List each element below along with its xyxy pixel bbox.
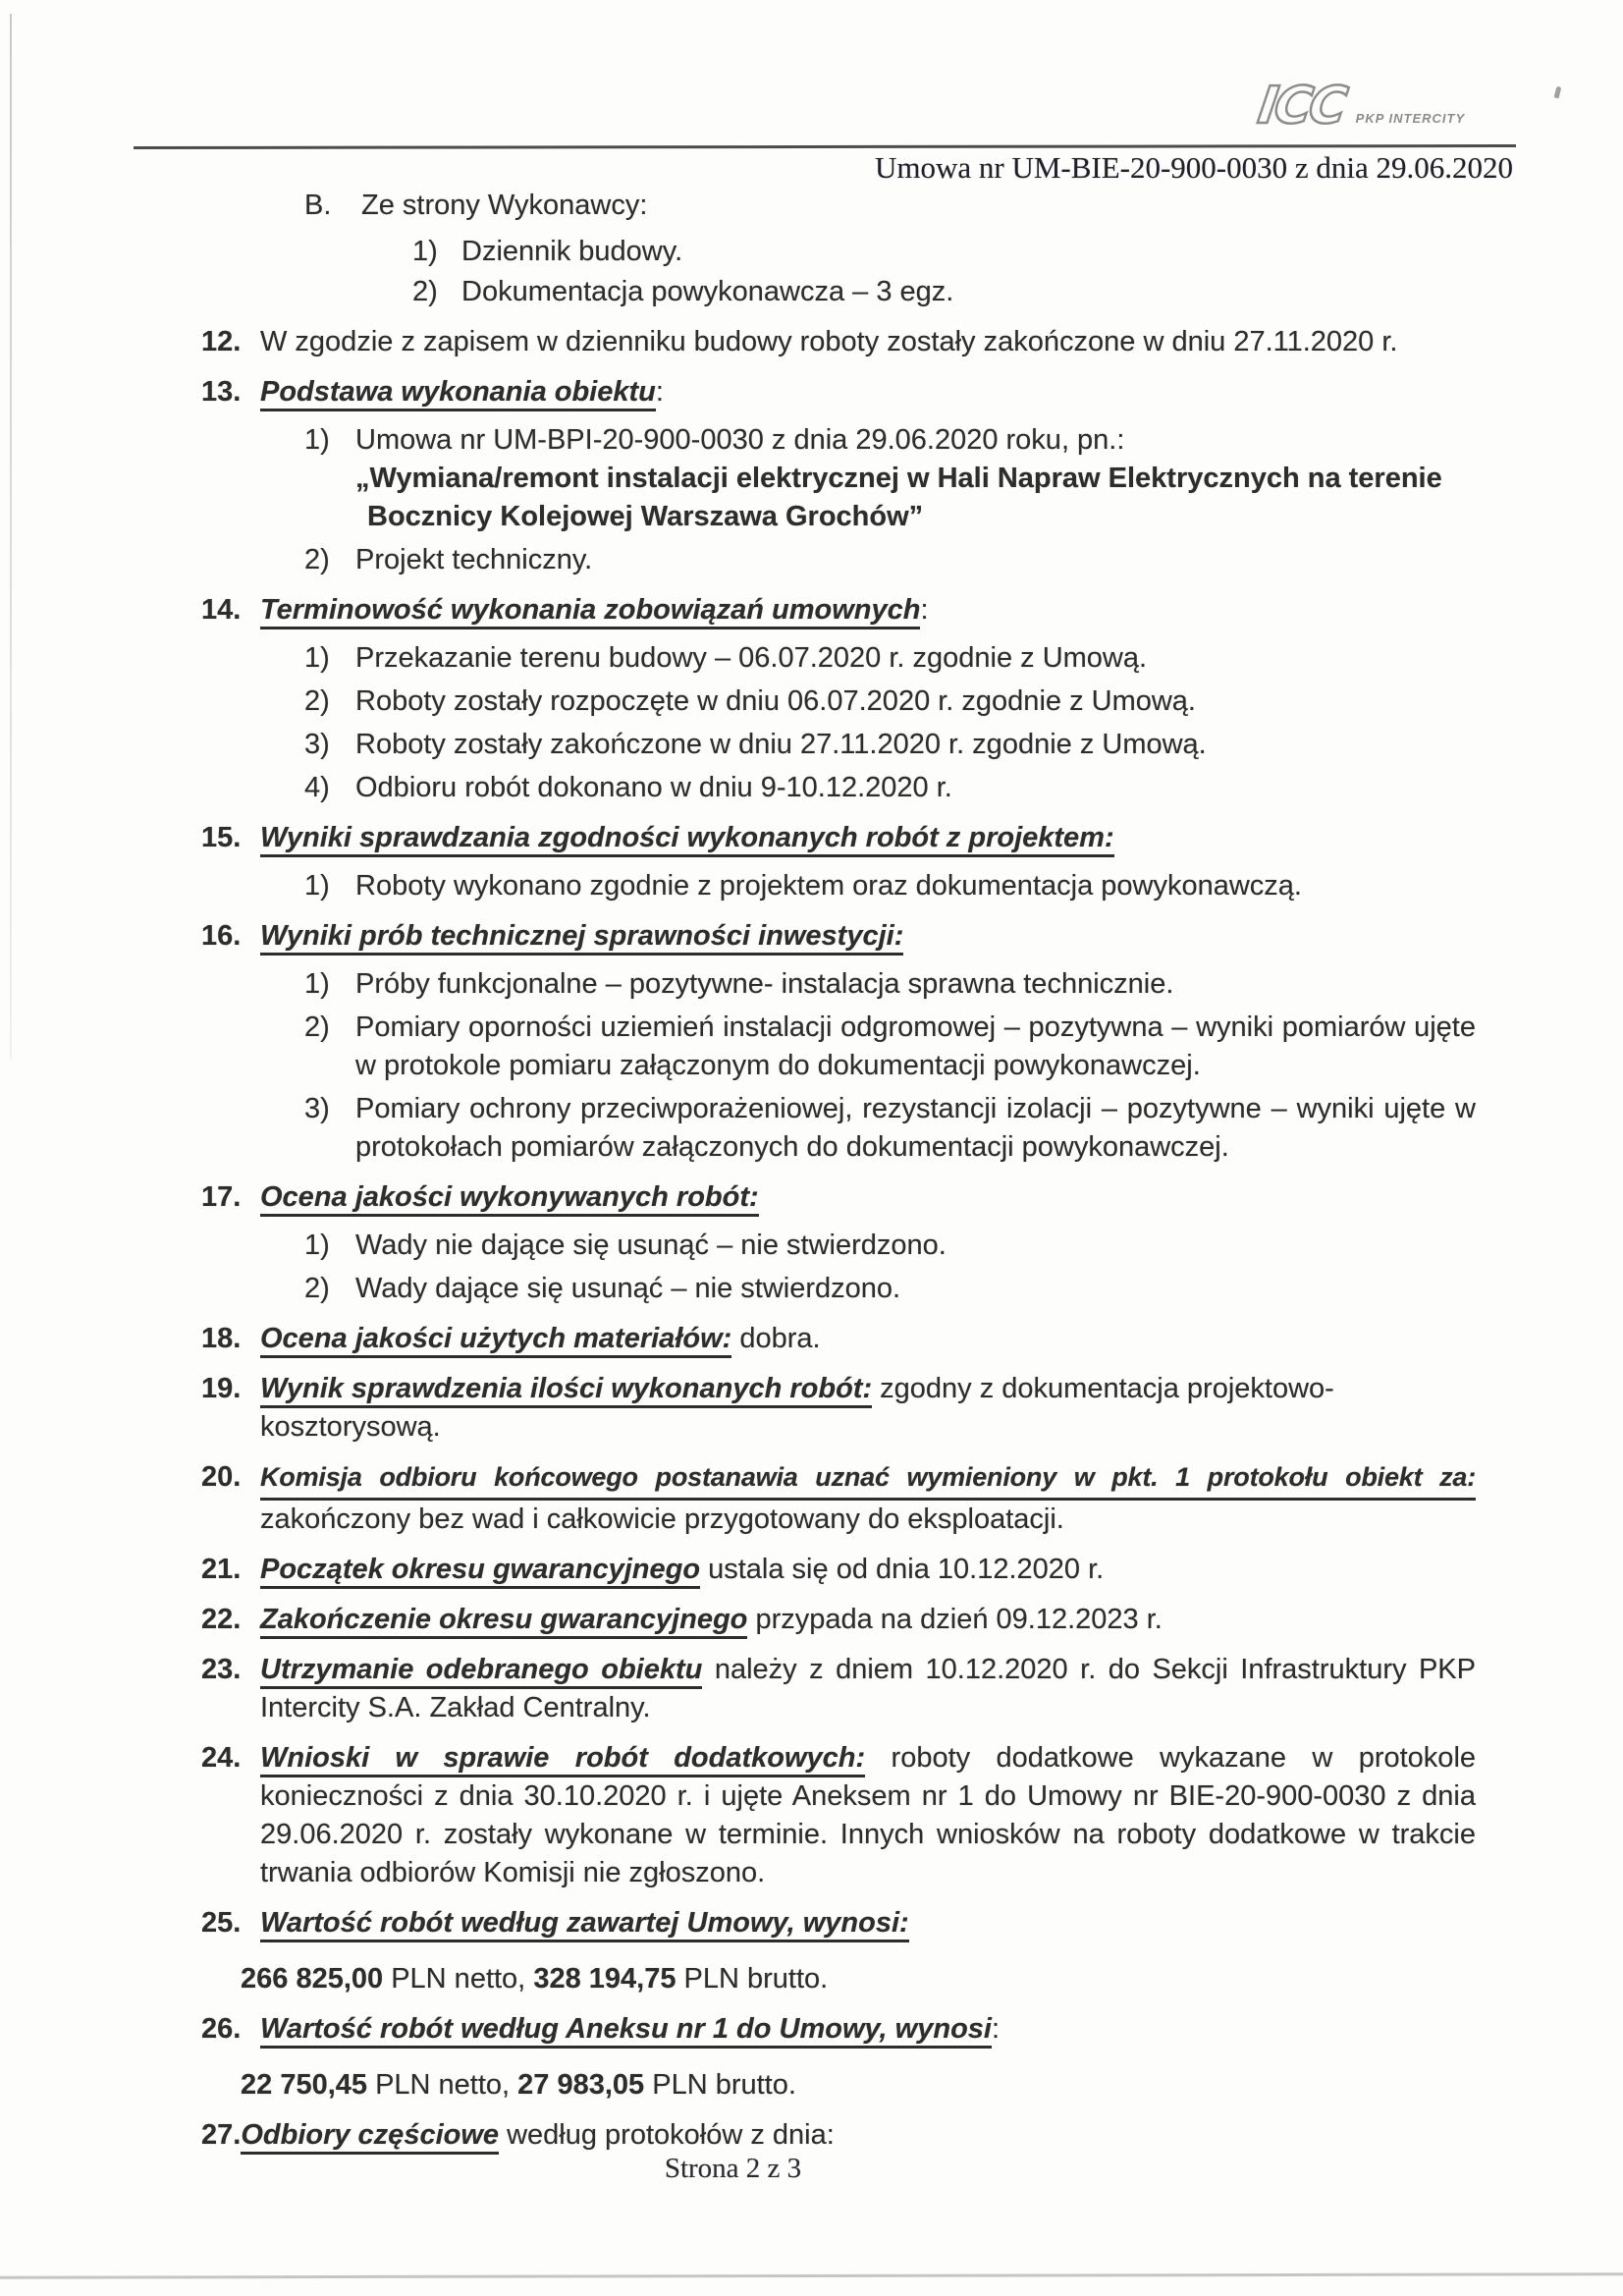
section-heading: Ocena jakości wykonywanych robót: bbox=[260, 1181, 759, 1217]
section-heading: Wyniki prób technicznej sprawności inwestycji: bbox=[260, 920, 903, 956]
pkp-intercity-logo-icon: ICC bbox=[1254, 77, 1348, 136]
list-item-text: Przekazanie terenu budowy – 06.07.2020 r. zgodnie z Umową. bbox=[355, 642, 1148, 674]
list-item-text: Pomiary oporności uziemień instalacji odgromowej – pozytywna – wyniki pomiarów ujęte w protokole pomiaru załączonym do dokumentacji powykonawczej. bbox=[355, 1011, 1476, 1081]
list-item bbox=[304, 867, 1476, 905]
section-b-text: Ze strony Wykonawcy: bbox=[361, 190, 648, 221]
section-text-line bbox=[260, 1320, 1476, 1358]
list-item-text: Pomiary ochrony przeciwporażeniowej, rezystancji izolacji – pozytywne – wyniki ujęte w protokołach pomiarów załączonych do dokumentacji powykonawczej. bbox=[355, 1093, 1476, 1163]
section-25 bbox=[201, 1904, 1476, 1998]
section-number: 21. bbox=[201, 1554, 242, 1585]
section-heading: Utrzymanie odebranego obiektu bbox=[260, 1654, 702, 1689]
section-number: 19. bbox=[201, 1373, 242, 1404]
section-heading-line bbox=[260, 1904, 1476, 1942]
section-text: przypada na dzień 09.12.2023 r. bbox=[747, 1604, 1163, 1635]
section-text: należy z dniem 10.12.2020 r. do Sekcji Infrastruktury PKP Intercity S.A. Zakład Centralny. bbox=[260, 1654, 1485, 1723]
section-19 bbox=[201, 1370, 1476, 1447]
section-number: 18. bbox=[201, 1323, 242, 1354]
scan-edge-artifact-left bbox=[10, 14, 12, 1060]
section-14 bbox=[201, 591, 1476, 807]
section-18 bbox=[201, 1320, 1476, 1358]
list-item-number: 1) bbox=[412, 236, 438, 267]
section-number: 12. bbox=[201, 326, 242, 357]
heading-colon: : bbox=[991, 2013, 1001, 2045]
section-number: 16. bbox=[201, 920, 242, 952]
section-heading: Zakończenie okresu gwarancyjnego bbox=[260, 1604, 747, 1639]
list-item-text: Próby funkcjonalne – pozytywne- instalacja sprawna technicznie. bbox=[355, 968, 1174, 1000]
section-27 bbox=[201, 2116, 1476, 2155]
list-item-text: Wady nie dające się usunąć – nie stwierdzono. bbox=[355, 1230, 947, 1261]
list-item-text: Roboty wykonano zgodnie z projektem oraz dokumentacja powykonawczą. bbox=[355, 870, 1302, 902]
section-26 bbox=[201, 2010, 1476, 2105]
list-item bbox=[304, 1270, 1476, 1308]
section-text-line bbox=[260, 1551, 1476, 1589]
section-number: 13. bbox=[201, 376, 242, 408]
section-b-list bbox=[412, 233, 1476, 311]
section-number: 14. bbox=[201, 594, 242, 626]
section-heading: Początek okresu gwarancyjnego bbox=[260, 1554, 700, 1589]
section-heading-line bbox=[260, 917, 1476, 956]
section-text: roboty dodatkowe wykazane w protokole konieczności z dnia 30.10.2020 r. i ujęte Aneksem nr 1 do Umowy nr BIE-20-900-0030 z dnia 29.06.2020 r. zostały wykonane w terminie. Innych wniosków na roboty dodatkowe w trakcie trwania odbiorów Komisji nie zgłoszono. bbox=[260, 1742, 1485, 1888]
section-text-line bbox=[260, 1651, 1485, 1727]
section-number: 20. bbox=[201, 1461, 242, 1493]
list-item-text: Odbioru robót dokonano w dniu 9-10.12.2020 r. bbox=[355, 772, 952, 803]
section-text: ustala się od dnia 10.12.2020 r. bbox=[700, 1554, 1105, 1585]
section-20 bbox=[201, 1458, 1476, 1539]
section-heading: Wynik sprawdzenia ilości wykonanych robót: bbox=[260, 1373, 872, 1408]
list-item bbox=[412, 273, 1476, 311]
section-16-list bbox=[304, 965, 1476, 1167]
section-text: według protokołów z dnia: bbox=[499, 2119, 835, 2151]
section-heading-line bbox=[260, 373, 1476, 411]
page-number: Strona 2 z 3 bbox=[664, 2153, 802, 2184]
section-14-list bbox=[304, 639, 1476, 807]
section-number: 23. bbox=[201, 1654, 242, 1685]
section-heading-line bbox=[260, 591, 1476, 629]
list-item bbox=[304, 1009, 1476, 1085]
list-item bbox=[304, 683, 1476, 721]
section-heading: Komisja odbioru końcowego postanawia uznać wymieniony w pkt. 1 protokołu obiekt za: bbox=[260, 1458, 1476, 1501]
value-text: PLN brutto. bbox=[644, 2069, 796, 2101]
list-item bbox=[304, 769, 1476, 807]
contract-value-line bbox=[241, 1960, 1476, 1998]
gross-value: 328 194,75 bbox=[533, 1963, 676, 1995]
value-text: PLN netto, bbox=[367, 2069, 518, 2101]
list-item-number: 1) bbox=[304, 968, 330, 1000]
section-text-line bbox=[260, 1739, 1485, 1892]
list-item-text: Roboty zostały rozpoczęte w dniu 06.07.2020 r. zgodnie z Umową. bbox=[355, 685, 1196, 717]
list-item-text: Umowa nr UM-BPI-20-900-0030 z dnia 29.06.2020 roku, pn.: bbox=[355, 424, 1125, 456]
section-text: W zgodzie z zapisem w dzienniku budowy roboty zostały zakończone w dniu 27.11.2020 r. bbox=[260, 326, 1398, 357]
contract-number-header: Umowa nr UM-BIE-20-900-0030 z dnia 29.06.2020 bbox=[874, 150, 1513, 185]
section-text: dobra. bbox=[731, 1323, 821, 1354]
section-heading: Terminowość wykonania zobowiązań umownych bbox=[260, 594, 920, 629]
section-b bbox=[304, 187, 1476, 225]
contract-title-quote: „Wymiana/remont instalacji elektrycznej w Hali Napraw Elektrycznych na terenie Bocznicy Kolejowej Warszawa Grochów” bbox=[355, 463, 1442, 532]
section-23 bbox=[201, 1651, 1485, 1727]
list-item-number: 2) bbox=[304, 1273, 330, 1304]
list-item-number: 4) bbox=[304, 772, 330, 803]
section-number: 27. bbox=[201, 2119, 242, 2151]
list-item-number: 1) bbox=[304, 870, 330, 902]
pkp-intercity-logo-caption: PKP INTERCITY bbox=[1355, 111, 1466, 126]
section-15 bbox=[201, 819, 1476, 905]
list-item bbox=[304, 965, 1476, 1004]
list-item-number: 2) bbox=[304, 685, 330, 717]
section-number: 24. bbox=[201, 1742, 242, 1774]
list-item-number: 3) bbox=[304, 1093, 330, 1124]
heading-colon: : bbox=[655, 376, 664, 408]
scan-speck bbox=[1554, 86, 1562, 99]
section-number: 26. bbox=[201, 2013, 242, 2045]
pkp-intercity-logo bbox=[1254, 77, 1466, 136]
section-heading: Ocena jakości użytych materiałów: bbox=[260, 1323, 731, 1358]
list-item bbox=[304, 1090, 1476, 1167]
section-text-line bbox=[260, 1601, 1476, 1639]
section-heading: Wartość robót według Aneksu nr 1 do Umowy, wynosi bbox=[260, 2013, 992, 2049]
section-text-line bbox=[260, 1370, 1476, 1447]
list-item bbox=[304, 421, 1476, 536]
section-16 bbox=[201, 917, 1476, 1167]
value-text: PLN netto, bbox=[383, 1963, 534, 1995]
heading-colon: : bbox=[920, 594, 929, 626]
list-item bbox=[304, 639, 1476, 678]
list-item bbox=[304, 541, 1476, 579]
section-24 bbox=[201, 1739, 1485, 1892]
section-text: zakończony bez wad i całkowicie przygotowany do eksploatacji. bbox=[260, 1503, 1064, 1535]
section-12 bbox=[201, 323, 1476, 361]
section-13-list bbox=[304, 421, 1476, 579]
list-item-text: Projekt techniczny. bbox=[355, 544, 593, 575]
section-heading: Wyniki sprawdzania zgodności wykonanych robót z projektem: bbox=[260, 822, 1114, 857]
list-item-number: 1) bbox=[304, 642, 330, 674]
section-b-label: B. bbox=[304, 190, 332, 221]
section-number: 15. bbox=[201, 822, 242, 853]
section-17 bbox=[201, 1178, 1476, 1308]
section-heading-line bbox=[260, 819, 1476, 857]
section-number: 25. bbox=[201, 1907, 242, 1939]
gross-value: 27 983,05 bbox=[517, 2069, 645, 2101]
annex-value-line bbox=[241, 2066, 1476, 2105]
net-value: 266 825,00 bbox=[241, 1963, 384, 1995]
section-13 bbox=[201, 373, 1476, 579]
value-text: PLN brutto. bbox=[676, 1963, 829, 1995]
section-heading-line bbox=[260, 1178, 1476, 1217]
list-item-number: 2) bbox=[304, 544, 330, 575]
document-body bbox=[201, 187, 1485, 2155]
list-item-text: Roboty zostały zakończone w dniu 27.11.2020 r. zgodnie z Umową. bbox=[355, 729, 1207, 760]
list-item-text: Dokumentacja powykonawcza – 3 egz. bbox=[461, 276, 954, 307]
section-22 bbox=[201, 1601, 1476, 1639]
header-rule bbox=[134, 144, 1516, 149]
list-item bbox=[304, 726, 1476, 764]
section-text: zgodny z dokumentacja projektowo-kosztorysową. bbox=[260, 1373, 1334, 1443]
list-item bbox=[412, 233, 1476, 271]
section-21 bbox=[201, 1551, 1476, 1589]
list-item-number: 1) bbox=[304, 1230, 330, 1261]
section-heading-line bbox=[260, 2010, 1476, 2049]
list-item-number: 2) bbox=[412, 276, 438, 307]
list-item-text: Wady dające się usunąć – nie stwierdzono. bbox=[355, 1273, 901, 1304]
section-heading: Wartość robót według zawartej Umowy, wynosi: bbox=[260, 1907, 909, 1942]
section-heading: Wnioski w sprawie robót dodatkowych: bbox=[260, 1742, 865, 1777]
section-number: 17. bbox=[201, 1181, 242, 1213]
list-item-number: 1) bbox=[304, 424, 330, 456]
section-number: 22. bbox=[201, 1604, 242, 1635]
list-item bbox=[304, 1227, 1476, 1265]
section-heading: Podstawa wykonania obiektu bbox=[260, 376, 656, 411]
list-item-number: 2) bbox=[304, 1011, 330, 1043]
scan-edge-artifact-bottom bbox=[0, 2272, 1623, 2278]
list-item-text: Dziennik budowy. bbox=[461, 236, 683, 267]
net-value: 22 750,45 bbox=[241, 2069, 368, 2101]
section-15-list bbox=[304, 867, 1476, 905]
section-17-list bbox=[304, 1227, 1476, 1308]
section-heading: Odbiory częściowe bbox=[241, 2119, 499, 2155]
list-item-number: 3) bbox=[304, 729, 330, 760]
